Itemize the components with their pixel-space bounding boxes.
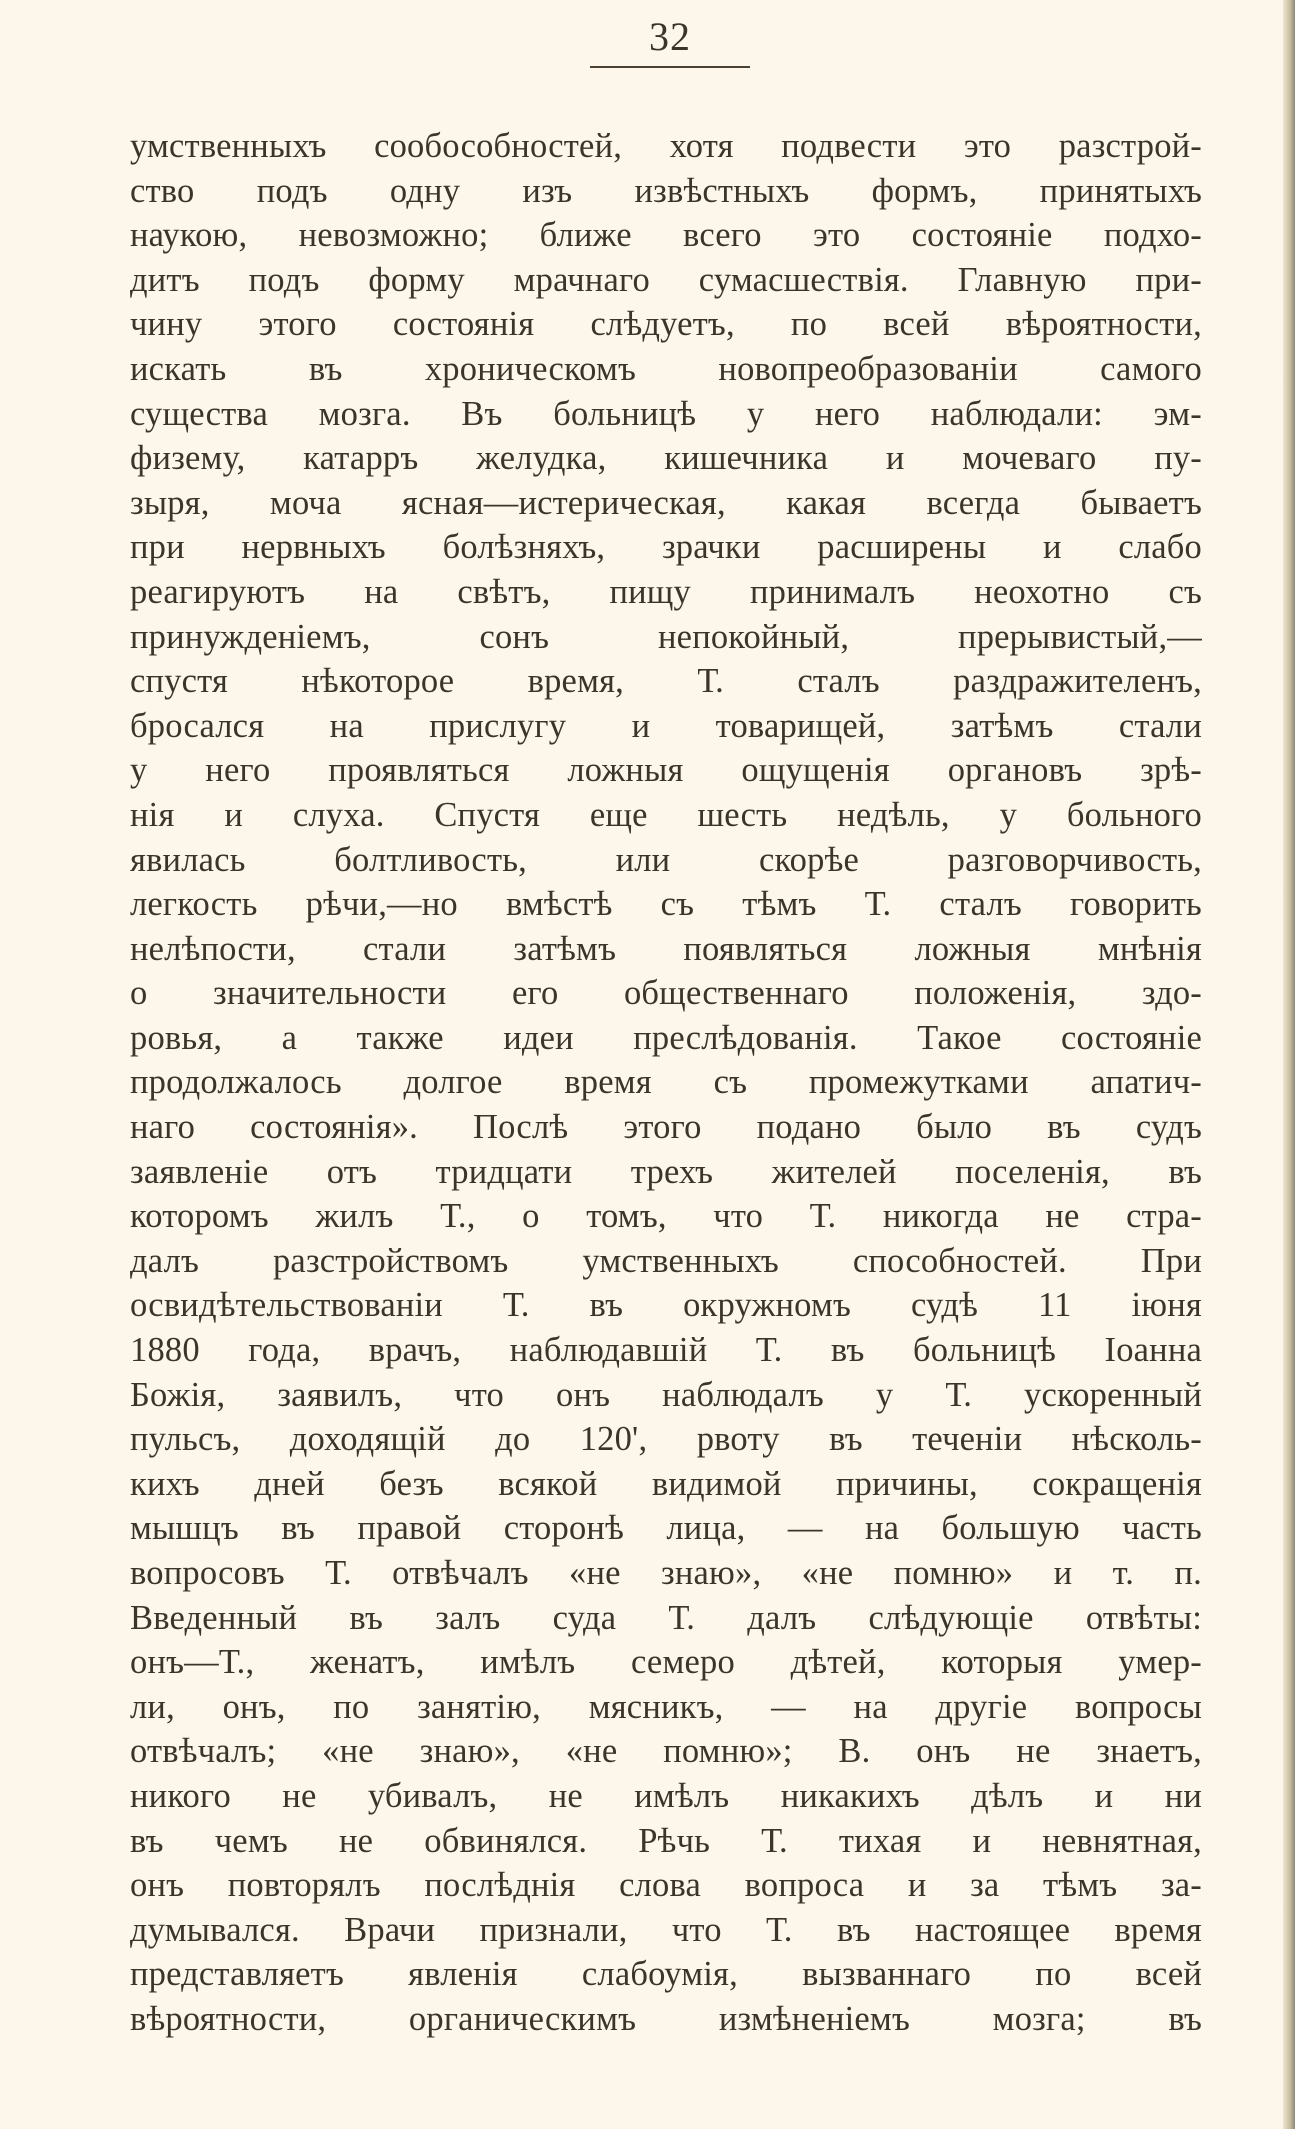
- page-edge: [1283, 0, 1295, 2129]
- text-line: Введенный въ залъ суда Т. далъ слѣдующіе отвѣты:: [130, 1598, 1202, 1637]
- text-line: при нервныхъ болѣзняхъ, зрачки расширены и слабо: [130, 528, 1202, 567]
- text-line: пульсъ, доходящій до 120', рвоту въ теченіи нѣсколь-: [130, 1420, 1202, 1459]
- text-line: отвѣчалъ; «не знаю», «не помню»; В. онъ не знаетъ,: [130, 1732, 1202, 1771]
- text-line: которомъ жилъ Т., о томъ, что Т. никогда не стра-: [130, 1197, 1202, 1236]
- text-line: явилась болтливость, или скорѣе разговорчивость,: [130, 840, 1202, 879]
- page-header: [590, 14, 750, 60]
- text-line: продолжалось долгое время съ промежутками апатич-: [130, 1063, 1202, 1102]
- text-line: кихъ дней безъ всякой видимой причины, сокращенія: [130, 1464, 1202, 1503]
- text-line: искать въ хроническомъ новопреобразованіи самого: [130, 349, 1202, 388]
- text-line: зыря, моча ясная—истерическая, какая всегда бываетъ: [130, 483, 1202, 522]
- text-line: дитъ подъ форму мрачнаго сумасшествія. Главную при-: [130, 260, 1202, 299]
- text-line: никого не убивалъ, не имѣлъ никакихъ дѣлъ и ни: [130, 1776, 1202, 1815]
- text-line: вѣроятности, органическимъ измѣненіемъ мозга; въ: [130, 1999, 1202, 2038]
- body-text: [130, 124, 1202, 2042]
- text-line: о значительности его общественнаго положенія, здо-: [130, 974, 1202, 1013]
- text-line: нелѣпости, стали затѣмъ появляться ложныя мнѣнія: [130, 929, 1202, 968]
- text-line: 1880 года, врачъ, наблюдавшій Т. въ больницѣ Іоанна: [130, 1331, 1202, 1370]
- text-line: бросался на прислугу и товарищей, затѣмъ стали: [130, 706, 1202, 745]
- text-line: легкость рѣчи,—но вмѣстѣ съ тѣмъ Т. сталъ говорить: [130, 885, 1202, 924]
- text-line: освидѣтельствованіи Т. въ окружномъ судѣ 11 іюня: [130, 1286, 1202, 1325]
- text-line: ли, онъ, по занятію, мясникъ, — на другіе вопросы: [130, 1687, 1202, 1726]
- text-line: далъ разстройствомъ умственныхъ способностей. При: [130, 1241, 1202, 1280]
- text-line: физему, катарръ желудка, кишечника и мочеваго пу-: [130, 439, 1202, 478]
- text-line: вопросовъ Т. отвѣчалъ «не знаю», «не помню» и т. п.: [130, 1554, 1202, 1592]
- text-line: существа мозга. Въ больницѣ у него наблюдали: эм-: [130, 394, 1202, 433]
- text-line: спустя нѣкоторое время, Т. сталъ раздражителенъ,: [130, 662, 1202, 701]
- text-line: реагируютъ на свѣтъ, пищу принималъ неохотно съ: [130, 572, 1202, 611]
- text-line: заявленіе отъ тридцати трехъ жителей поселенія, въ: [130, 1152, 1202, 1191]
- text-line: наукою, невозможно; ближе всего это состояніе подхо-: [130, 216, 1202, 255]
- text-line: ровья, а также идеи преслѣдованія. Такое состояніе: [130, 1018, 1202, 1057]
- page-number: 32: [649, 14, 691, 59]
- text-line: умственныхъ сообособностей, хотя подвести это разстрой-: [130, 127, 1202, 165]
- text-line: чину этого состоянія слѣдуетъ, по всей вѣроятности,: [130, 305, 1202, 344]
- text-line: въ чемъ не обвинялся. Рѣчь Т. тихая и невнятная,: [130, 1821, 1202, 1860]
- text-line: нія и слуха. Спустя еще шесть недѣль, у больного: [130, 795, 1202, 834]
- text-line: Божія, заявилъ, что онъ наблюдалъ у Т. ускоренный: [130, 1375, 1202, 1414]
- text-line: онъ—Т., женатъ, имѣлъ семеро дѣтей, которыя умер-: [130, 1643, 1202, 1682]
- header-rule: [590, 66, 750, 68]
- text-line: принужденіемъ, сонъ непокойный, прерывистый,—: [130, 617, 1202, 656]
- text-line: у него проявляться ложныя ощущенія органовъ зрѣ-: [130, 751, 1202, 790]
- text-line: ство подъ одну изъ извѣстныхъ формъ, принятыхъ: [130, 171, 1202, 210]
- text-line: думывался. Врачи признали, что Т. въ настоящее время: [130, 1910, 1202, 1949]
- text-line: онъ повторялъ послѣднія слова вопроса и за тѣмъ за-: [130, 1866, 1202, 1905]
- text-line: представляетъ явленія слабоумія, вызваннаго по всей: [130, 1955, 1202, 1994]
- text-line: мышцъ въ правой сторонѣ лица, — на большую часть: [130, 1509, 1202, 1548]
- text-line: наго состоянія». Послѣ этого подано было въ судъ: [130, 1108, 1202, 1147]
